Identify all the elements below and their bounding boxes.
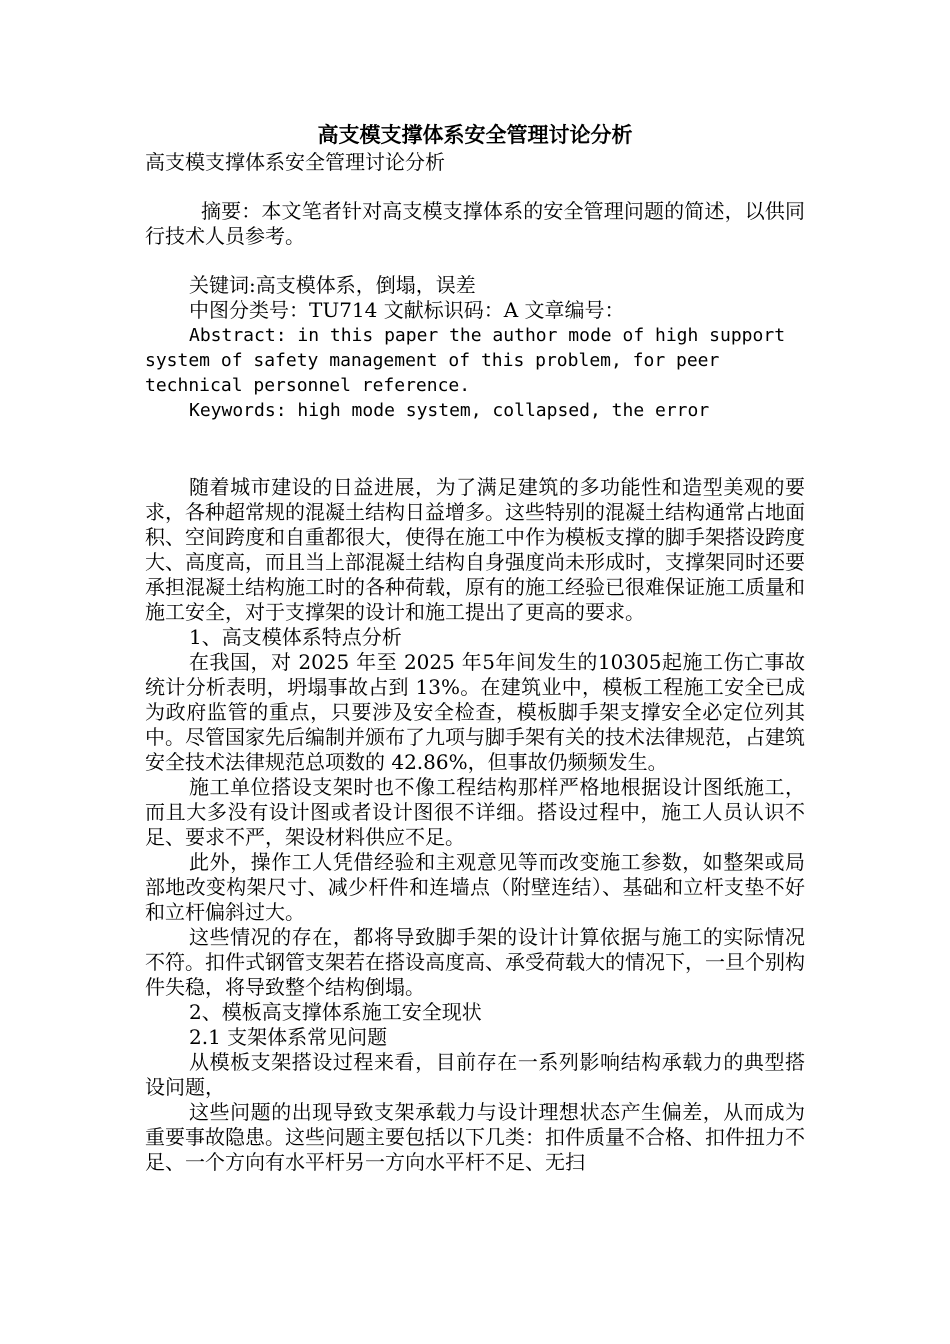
document-subtitle: 高支模支撑体系安全管理讨论分析 [145,150,445,174]
document-title: 高支模支撑体系安全管理讨论分析 [317,122,633,147]
abstract-en: Abstract: in this paper the author mode of high support system of safety management of this problem, for peer technical personnel reference. [145,325,786,396]
body-paragraph: 在我国，对 2025 年至 2025 年5年间发生的10305起施工伤亡事故统计分析表明，坍塌事故占到 13%。在建筑业中，模板工程施工安全已成为政府监管的重点，只要涉及安全检查，模板脚手架支撑安全必定位列其中。尽管国家先后编制并颁布了九项与脚手架有关的技术法律规范，占建筑安全技术法律规范总项数的 42.86%，但事故仍频频发生。 [145,650,805,774]
classification-line: 中图分类号：TU714 文献标识码：A 文章编号： [189,298,625,322]
intro-paragraph: 随着城市建设的日益进展，为了满足建筑的多功能性和造型美观的要求，各种超常规的混凝土结构日益增多。这些特别的混凝土结构通常占地面积、空间跨度和自重都很大，使得在施工中作为模板支撑的脚手架搭设跨度大、高度高，而且当上部混凝土结构自身强度尚未形成时，支撑架同时还要承担混凝土结构施工时的各种荷载，原有的施工经验已很难保证施工质量和施工安全，对于支撑架的设计和施工提出了更高的要求。 [145,475,805,624]
section-heading: 1、高支模体系特点分析 [189,625,402,649]
body-paragraph: 此外，操作工人凭借经验和主观意见等而改变施工参数，如整架或局部地改变构架尺寸、减少杆件和连墙点（附壁连结）、基础和立杆支垫不好和立杆偏斜过大。 [145,850,805,924]
keywords-en: Keywords: high mode system, collapsed, the error [189,400,710,421]
section-heading: 2、模板高支撑体系施工安全现状 [189,1000,482,1024]
body-paragraph: 这些情况的存在，都将导致脚手架的设计计算依据与施工的实际情况不符。扣件式钢管支架若在搭设高度高、承受荷载大的情况下，一旦个别构件失稳，将导致整个结构倒塌。 [145,925,805,999]
spacer [145,175,805,199]
body-paragraph: 这些问题的出现导致支架承载力与设计理想状态产生偏差，从而成为重要事故隐患。这些问题主要包括以下几类：扣件质量不合格、扣件扭力不足、一个方向有水平杆另一方向水平杆不足、无扫 [145,1100,805,1174]
spacer [145,249,805,273]
body-paragraph: 施工单位搭设支架时也不像工程结构那样严格地根据设计图纸施工，而且大多没有设计图或者设计图很不详细。搭设过程中，施工人员认识不足、要求不严，架设材料供应不足。 [145,775,805,849]
subsection-heading: 2.1 支架体系常见问题 [189,1025,388,1049]
document-page [145,120,805,1175]
abstract-cn: 摘要：本文笔者针对高支模支撑体系的安全管理问题的简述，以供同行技术人员参考。 [145,199,805,248]
spacer [145,423,805,475]
body-paragraph: 从模板支架搭设过程来看，目前存在一系列影响结构承载力的典型搭设问题， [145,1050,805,1099]
keywords-cn: 关键词:高支模体系，倒塌，误差 [189,273,476,297]
